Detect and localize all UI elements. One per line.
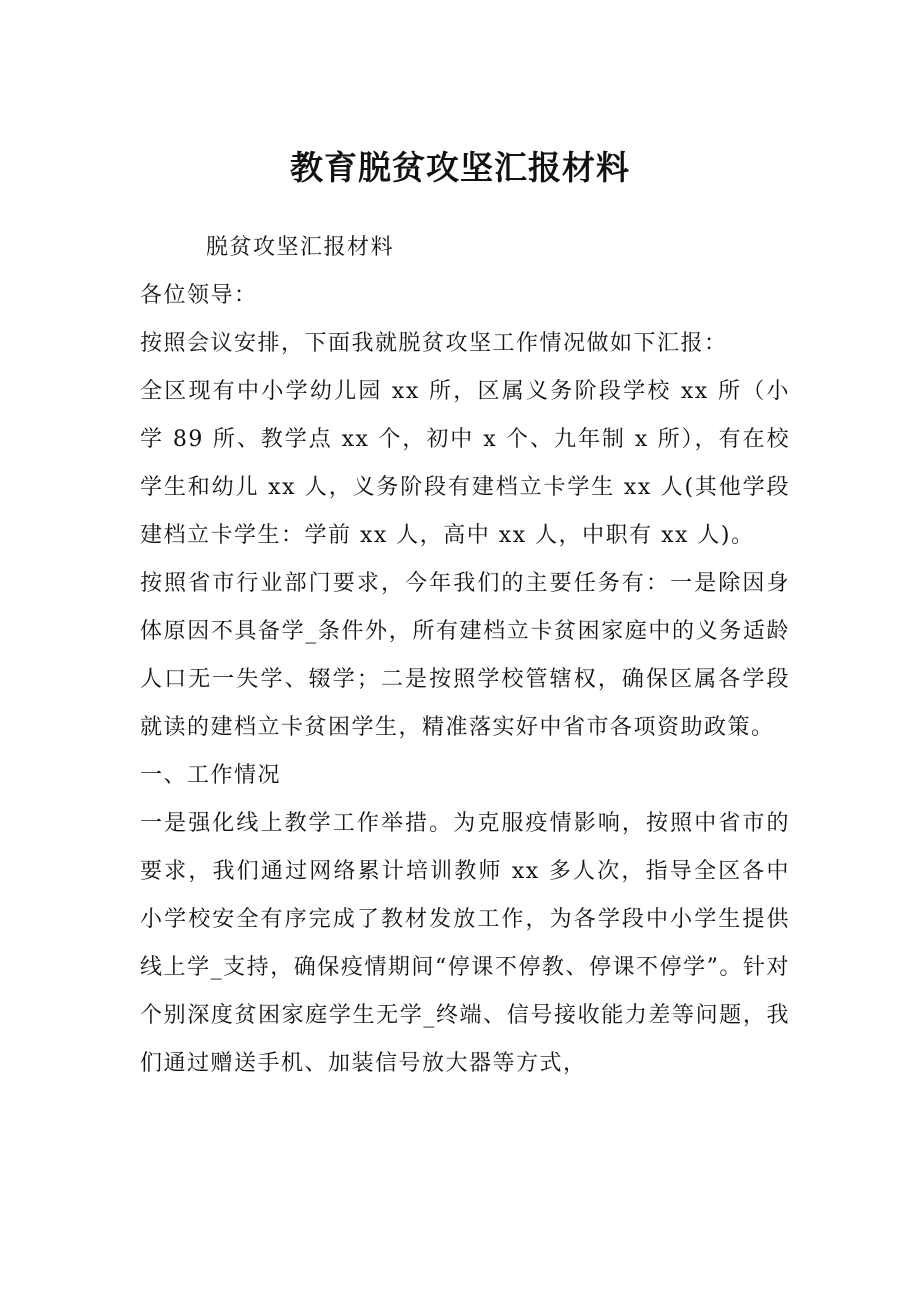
section-heading: 一、工作情况 [140,763,282,788]
paragraph-school-statistics: 全区现有中小学幼儿园 xx 所，区属义务阶段学校 xx 所（小学 89 所、教学点 xx 个，初中 x 个、九年制 x 所），有在校学生和幼儿 xx 人，义务阶段有建档立卡学生 xx 人(其他学段建档立卡学生：学前 xx 人，高中 xx 人，中职有 xx 人)。 [140,379,790,548]
paragraph-intro: 按照会议安排，下面我就脱贫攻坚工作情况做如下汇报： [140,331,728,356]
paragraph-online-teaching: 一是强化线上教学工作举措。为克服疫情影响，按照中省市的要求，我们通过网络累计培训教师 xx 多人次，指导全区各中小学校安全有序完成了教材发放工作，为各学段中小学生提供线上学_支持，确保疫情期间“停课不停教、停课不停学”。针对个别深度贫困家庭学生无学_终端、信号接收能力差等问题，我们通过赠送手机、加装信号放大器等方式， [140,811,790,1076]
document-title: 教育脱贫攻坚汇报材料 [290,148,630,187]
document-subtitle: 脱贫攻坚汇报材料 [206,235,395,260]
salutation: 各位领导： [140,283,258,308]
document-body [140,224,790,1088]
paragraph-main-tasks: 按照省市行业部门要求，今年我们的主要任务有：一是除因身体原因不具备学_条件外，所有建档立卡贫困家庭中的义务适龄人口无一失学、辍学；二是按照学校管辖权，确保区属各学段就读的建档立卡贫困学生，精准落实好中省市各项资助政策。 [140,571,790,740]
